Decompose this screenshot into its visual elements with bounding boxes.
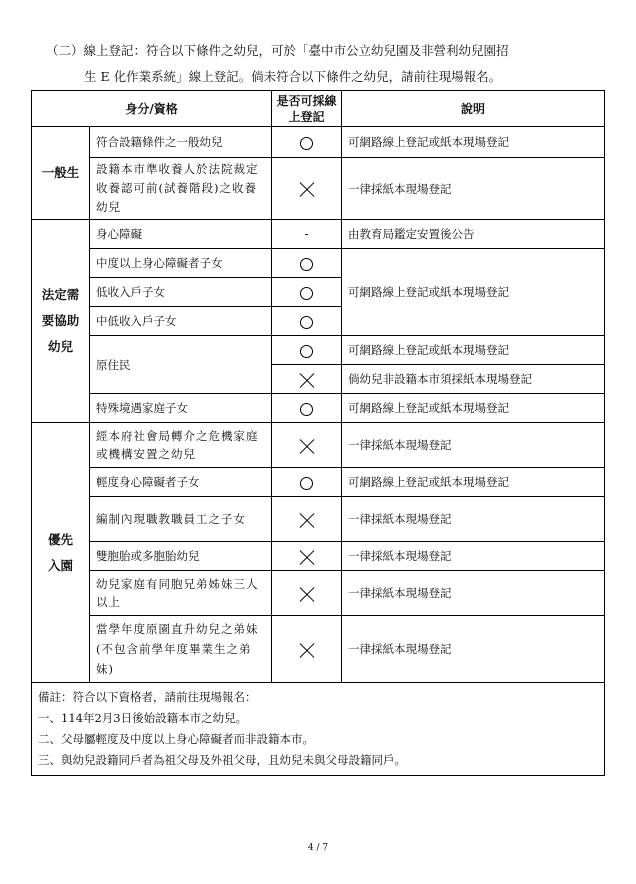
mark-cell [272,249,342,278]
table-row [32,127,605,158]
table-row [32,497,605,542]
table-row [32,571,605,616]
circle-icon [300,345,313,358]
mark-cell [272,394,342,423]
cross-icon [299,586,315,602]
row-item: 雙胞胎或多胞胎幼兒 [90,542,272,571]
category-general: 一般生 [32,127,90,220]
mark-cell [272,542,342,571]
row-desc: 一律採紙本現場登記 [342,423,605,468]
cross-icon [299,642,315,658]
table-row [32,542,605,571]
mark-cell [272,616,342,683]
mark-cell: - [272,220,342,249]
row-desc: 可網路線上登記或紙本現場登記 [342,394,605,423]
intro-line-1: （二）線上登記：符合以下條件之幼兒，可於「臺中市公立幼兒園及非營利幼兒園招 [46,43,509,58]
row-item: 符合設籍條件之一般幼兒 [90,127,272,158]
table-row [32,158,605,220]
notes-row [32,683,605,776]
row-item: 輕度身心障礙者子女 [90,468,272,497]
category-priority [32,423,90,683]
header-online: 是否可採線上登記 [272,91,342,127]
table-row [32,336,605,365]
row-desc: 一律採紙本現場登記 [342,542,605,571]
table-row [32,616,605,683]
row-desc: 可網路線上登記或紙本現場登記 [342,468,605,497]
row-item: 特殊境遇家庭子女 [90,394,272,423]
table-row [32,468,605,497]
table-row [32,249,605,278]
cross-icon [299,438,315,454]
mark-cell [272,571,342,616]
cross-icon [299,372,315,388]
circle-icon [300,258,313,271]
row-desc: 一律採紙本現場登記 [342,158,605,220]
table-header-row [32,91,605,127]
intro-line-2: 生 E 化作業系統」線上登記。倘未符合以下條件之幼兒，請前往現場報名。 [84,69,502,84]
notes-item: 一、114年2月3日後始設籍本市之幼兒。 [38,711,248,725]
row-item: 中低收入戶子女 [90,307,272,336]
row-desc: 可網路線上登記或紙本現場登記 [342,249,605,336]
category-special [32,220,90,423]
cross-icon [299,182,315,198]
row-desc: 一律採紙本現場登記 [342,616,605,683]
circle-icon [300,403,313,416]
registration-table [31,90,605,776]
cross-icon [299,512,315,528]
row-item: 幼兒家庭有同胞兄弟姊妹三人以上 [90,571,272,616]
mark-cell [272,278,342,307]
row-desc: 一律採紙本現場登記 [342,571,605,616]
row-desc: 可網路線上登記或紙本現場登記 [342,336,605,365]
row-item: 中度以上身心障礙者子女 [90,249,272,278]
row-desc: 由教育局鑑定安置後公告 [342,220,605,249]
cross-icon [299,549,315,565]
row-desc: 可網路線上登記或紙本現場登記 [342,127,605,158]
notes-cell [32,683,605,776]
row-item: 設籍本市準收養人於法院裁定收養認可前(試養階段)之收養幼兒 [90,158,272,220]
category-priority-label: 優先入園 [47,531,73,573]
row-item: 編制內現職教職員工之子女 [90,497,272,542]
mark-cell [272,365,342,394]
row-item: 身心障礙 [90,220,272,249]
row-item: 低收入戶子女 [90,278,272,307]
circle-icon [300,287,313,300]
header-description: 說明 [342,91,605,127]
row-item: 原住民 [90,336,272,394]
mark-cell [272,158,342,220]
notes-title: 備註：符合以下資格者，請前往現場報名： [38,690,257,704]
page-number: 4 / 7 [307,843,329,853]
table-row [32,394,605,423]
row-item: 當學年度原園直升幼兒之弟妹(不包含前學年度畢業生之弟妹) [90,616,272,683]
mark-cell [272,127,342,158]
notes-item: 三、與幼兒設籍同戶者為祖父母及外祖父母，且幼兒未與父母設籍同戶。 [38,753,406,767]
mark-cell [272,423,342,468]
row-item: 經本府社會局轉介之危機家庭或機構安置之幼兒 [90,423,272,468]
row-desc: 倘幼兒非設籍本市須採紙本現場登記 [342,365,605,394]
mark-cell [272,336,342,365]
header-identity: 身分/資格 [32,91,272,127]
mark-cell [272,468,342,497]
table-row [32,423,605,468]
category-special-label: 法定需要協助幼兒 [41,287,80,354]
circle-icon [300,477,313,490]
notes-item: 二、父母屬輕度及中度以上身心障礙者而非設籍本市。 [38,732,314,746]
mark-cell [272,497,342,542]
circle-icon [300,316,313,329]
table-row [32,220,605,249]
circle-icon [300,137,313,150]
mark-cell [272,307,342,336]
row-desc: 一律採紙本現場登記 [342,497,605,542]
